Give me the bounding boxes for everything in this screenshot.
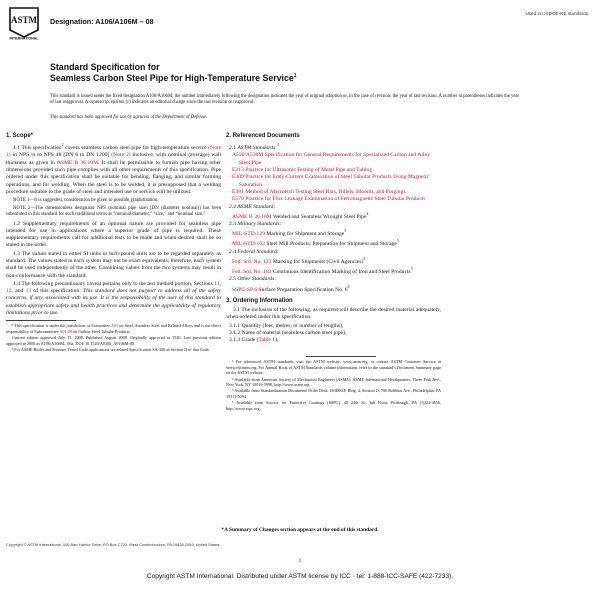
reference-e570[interactable]: [229, 196, 441, 203]
footnote-3: ³ For referenced ASTM standards, visit the ASTM website, www.astm.org, or contact ASTM Customer Service at service@astm.org. For Annual Book of ASTM Standards volume information, refer to the standard’s Document Summary page on the ASTM website.: [226, 359, 441, 376]
other-standards-label: 2.5 Other Standards:: [229, 276, 277, 283]
ordering-item-grade: 3.1.3 Grade (Table 1),: [229, 337, 279, 344]
logo-text: ASTM: [10, 15, 38, 25]
reference-title: Marking for Shipments (Civil Agencies): [271, 258, 364, 265]
logo-subtext: INTERNATIONAL: [9, 36, 39, 40]
reference-mil-std-163[interactable]: [229, 238, 441, 248]
reference-title: Practice for Eddy-Current Examination of Steel Tubular Products Using Magnetic Saturation: [239, 174, 429, 188]
note-2-link[interactable]: (Note 2): [111, 152, 131, 159]
asme-b36-link[interactable]: ASME B 36.10M: [56, 159, 99, 166]
military-reference-list: [226, 228, 441, 248]
dod-approval-note: This standard has been approved for use by agencies of the Department of Defense.: [50, 115, 207, 120]
standard-spec-label: Standard Specification for: [50, 62, 160, 72]
footnote-marker: 5: [396, 239, 399, 244]
reference-code[interactable]: Fed. Std. No. 123: [232, 258, 272, 265]
note-2: NOTE 2—The dimensionless designator NPS (nominal pipe size) [DN (diameter nominal)] has been substituted in this standard for such traditional terms as “nominal diameter,” “size,” and “nominal size.”: [6, 206, 221, 218]
reference-code[interactable]: Fed. Std. No. 183: [232, 268, 272, 275]
note-1: NOTE 1—It is suggested, consideration be given to possible graphitization.: [13, 198, 159, 204]
federal-standard-label: 2.4 Federal Standard:: [229, 248, 279, 255]
reference-a530-a530m[interactable]: [229, 152, 441, 167]
reference-code[interactable]: MIL-STD-129: [232, 231, 265, 238]
reference-asme-b36[interactable]: ASME B 36.10M Welded and Seamless Wrought Steel Pipe$^4$: [232, 211, 369, 220]
astm-reference-list: [226, 152, 441, 203]
note-1-link[interactable]: (Note 1): [6, 145, 221, 159]
reference-title: Method of Macroetch Testing Steel Bars, Billets, Blooms, and Forgings: [243, 188, 406, 195]
paragraph-1-2: 1.2 Supplementary requirements of an optional nature are provided for seamless pipe intended for use in applications where a superior grade of pipe is required. These supplementary requirements call for additional tests to be made and when desired shall be so stated in the order.: [6, 220, 221, 249]
section-11-link[interactable]: 11: [214, 280, 220, 287]
reference-mil-std-129[interactable]: [229, 228, 441, 238]
paragraph-1-4: 1.4 The following precautionary caveat pertains only to the test method portion, Sections 11, 12, and 13 of this specification: This standard does not purport to address all of the safety concerns, if any, associated with its use. It is the responsibility of the user of this standard to establish appropriate safety and health practices and determine the applicability of regulatory limitations prior to use.: [6, 280, 221, 317]
preamble-paragraph: This standard is issued under the fixed designation A106/A106M; the number immediately following the designation indicates the year of original adoption or, in the case of revision, the year of last revision. A number in parentheses indicates the year of last reapproval. A superscript epsilon (ε) indicates an editorial change since the last revision or reapproval.: [50, 94, 520, 106]
military-standards-label: 2.3 Military Standards:: [229, 220, 282, 227]
footnote-divider-right: [306, 356, 376, 357]
table-1-link[interactable]: Table 1: [258, 337, 276, 344]
reference-code[interactable]: A530/A530M: [232, 152, 264, 159]
committee-a01-link[interactable]: A01: [110, 323, 119, 329]
paragraph-1-3: 1.3 The values stated in either SI units or inch-pound units are to be regarded separately as standard. The values stated in each system may not be exact equivalents; therefore, each system shall be used independently of the other. Combining values from the two systems may result in non-conformance with the standard.: [6, 250, 221, 279]
section-ordering-heading: 3. Ordering Information: [226, 297, 293, 304]
section-scope-heading: 1. Scope*: [6, 133, 34, 139]
asme-standard-label: 2.2 ASME Standard:: [229, 203, 276, 210]
reference-title: Steel Mill Products, Preparation for Shipment and Storage: [264, 241, 397, 248]
footnote-2: ² For ASME Boiler and Pressure Vessel Code applications see related Specification SA-106 in Section II of that Code.: [12, 347, 210, 352]
page-number: 1: [298, 558, 302, 564]
reference-title: Specification for General Requirements for Specialized Carbon and Alloy Steel Pipe: [239, 152, 431, 166]
astm-logo-icon: [6, 4, 42, 40]
reference-code[interactable]: E570: [232, 196, 244, 203]
reference-code[interactable]: E213: [232, 167, 244, 174]
footnote-marker: 5: [344, 229, 347, 234]
reference-code[interactable]: MIL-STD-163: [232, 241, 265, 248]
footnote-marker: 5: [410, 267, 413, 272]
reference-title: Marking for Shipment and Storage: [264, 231, 345, 238]
footnote-4: ⁴ Available from American Society of Mechanical Engineers (ASME), ASME International Headquarters, Three Park Ave., New York, NY 10016-5990, http://www.asme.org.: [226, 376, 441, 388]
subcommittee-a0109-link[interactable]: A01.09: [59, 328, 72, 334]
left-column: [6, 131, 221, 353]
reference-title: Continuous Identification Marking of Iron and Steel Products: [271, 268, 411, 275]
document-title: Seamless Carbon Steel Pipe for High-Temperature Service$^1$: [50, 73, 297, 83]
footnote-marker: 5: [363, 256, 366, 261]
copyright-line: Copyright © ASTM International, 100 Barr Harbor Drive, PO Box C700, West Conshohocken, PA 19428-2959, United States.: [6, 542, 221, 547]
reference-code[interactable]: E381: [232, 188, 244, 195]
footnote-6: ⁶ Available from Society for Protective Coatings (SSPC), 40 24th St., 6th Floor, Pittsburgh, PA 15222-4656, http://www.sspc.org.: [226, 400, 441, 411]
footnote-1-edition: Current edition approved July 15, 2008. Published August 2008. Originally approved in 1926. Last previous edition approved in 2006 as A106/A106M– 06a. DOI: 10.1520/A0106_A0106M-08.: [6, 335, 221, 346]
paragraph-1-1: 1.1 This specification$^2$ covers seamless carbon steel pipe for high-temperature service (Note 1) in NPS ⅛ to NPS 48 [DN 6 to DN 1200] (Note 2) inclusive, with nominal (average) wall thickness as given in ASME B 36.10M. It shall be permissible to furnish pipe having other dimensions provided such pipe complies with all other requirements of this specification. Pipe ordered under this specification shall be suitable for bending, flanging, and similar forming operations, and for welding. When the steel is to be welded, it is presupposed that a welding procedure suitable to the grade of steel and intended use or service will be utilized.: [6, 143, 222, 195]
section-13-link[interactable]: 13: [25, 288, 32, 295]
license-footer: Copyright ASTM International. Distributed under ASTM license by ICC · tel: 1-888-ICC-SAFE (422-7233).: [146, 573, 454, 580]
reference-sspc-sp6[interactable]: SSPC-SP 6 Surface Preparation Specification No. $6^6$: [232, 284, 350, 293]
summary-of-changes-note: *A Summary of Changes section appears at the end of this standard.: [221, 527, 379, 533]
federal-reference-list: [226, 256, 441, 276]
footnote-5: ⁵ Available from Standardization Documents Order Desk, DODSSP, Bldg. 4, Section D, 700 Robbins Ave., Philadelphia, PA 19111-5094.: [226, 388, 441, 399]
right-column: [226, 131, 441, 412]
reference-title: Practice for Flux Leakage Examination of Ferromagnetic Steel Tubular Products: [243, 196, 426, 203]
footnote-1: ¹ This specification is under the jurisdiction of Committee A01 on Steel, Stainless Steel and Related Alloys and is the direct responsibility of Subcommittee A01.09 on Carbon Steel Tubular Products.: [6, 323, 221, 334]
reference-title: Practice for Ultrasonic Testing of Metal Pipe and Tubing: [243, 167, 373, 174]
section-referenced-documents-heading: 2. Referenced Documents: [226, 133, 300, 139]
footnote-divider: [6, 320, 76, 321]
section-12-link[interactable]: 12: [6, 288, 12, 295]
reference-e309[interactable]: [229, 174, 441, 189]
astm-standards-label: 2.1 ASTM Standards:$^3$: [229, 143, 280, 152]
paragraph-3-1: 3.1 The inclusion of the following, as required will describe the desired material adequately, when ordered under this specification:: [226, 306, 441, 321]
ordering-item-quantity: 3.1.1 Quantity (feet, metres, or number of lengths),: [229, 322, 344, 329]
designation: Designation: A106/A106M – 08: [50, 17, 154, 26]
reference-fed-std-no-183[interactable]: [229, 266, 441, 276]
reference-code[interactable]: E309: [232, 174, 244, 181]
ordering-item-name: 3.1.2 Name of material (seamless carbon steel pipe),: [229, 329, 347, 336]
reference-fed-std-no-123[interactable]: [229, 256, 441, 266]
usage-note: Used in USDOE-NE standards: [525, 11, 588, 16]
